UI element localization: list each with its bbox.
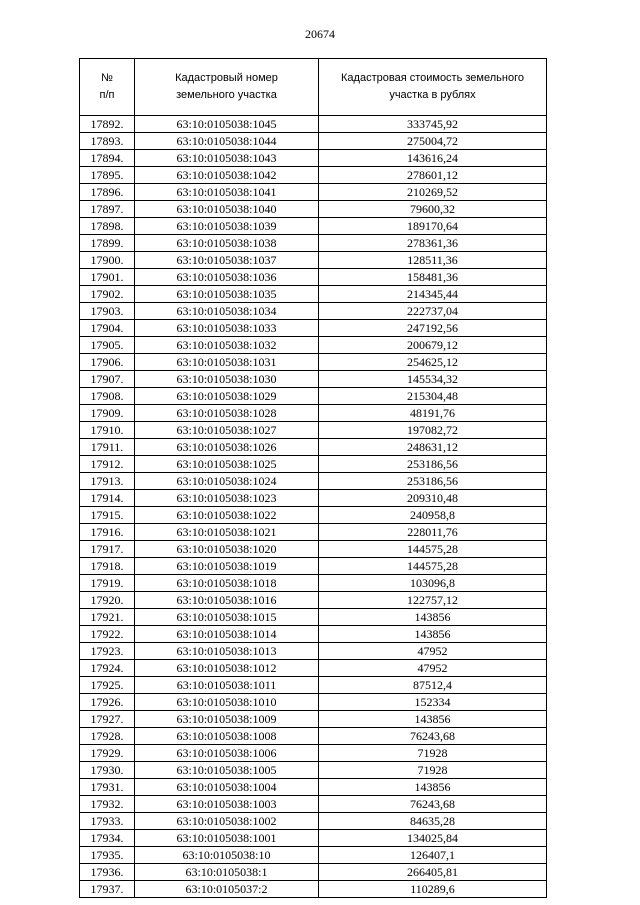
cadastral-number-cell: 63:10:0105038:1021 <box>135 524 319 541</box>
table-row <box>80 286 547 303</box>
cadastral-value-cell: 200679,12 <box>319 337 547 354</box>
table-row <box>80 813 547 830</box>
cadastral-number-cell: 63:10:0105038:1004 <box>135 779 319 796</box>
cadastral-value-cell: 47952 <box>319 660 547 677</box>
header-cadastral-value <box>319 59 547 116</box>
table-row <box>80 167 547 184</box>
table-row <box>80 184 547 201</box>
table-row <box>80 643 547 660</box>
cadastral-number-cell: 63:10:0105038:1025 <box>135 456 319 473</box>
row-number-cell: 17934. <box>80 830 135 847</box>
cadastral-number-cell: 63:10:0105038:1012 <box>135 660 319 677</box>
cadastral-number-cell: 63:10:0105038:1035 <box>135 286 319 303</box>
cadastral-number-cell: 63:10:0105038:1043 <box>135 150 319 167</box>
table-body <box>80 116 547 898</box>
row-number-cell: 17925. <box>80 677 135 694</box>
cadastral-number-cell: 63:10:0105038:1032 <box>135 337 319 354</box>
table-row <box>80 337 547 354</box>
cadastral-value-cell: 253186,56 <box>319 473 547 490</box>
row-number-cell: 17910. <box>80 422 135 439</box>
header-cadastral-number-line-1: Кадастровый номер <box>175 72 278 84</box>
cadastral-value-cell: 247192,56 <box>319 320 547 337</box>
cadastral-number-cell: 63:10:0105038:1003 <box>135 796 319 813</box>
cadastral-value-cell: 79600,32 <box>319 201 547 218</box>
row-number-cell: 17900. <box>80 252 135 269</box>
table-row <box>80 235 547 252</box>
cadastral-value-cell: 275004,72 <box>319 133 547 150</box>
table-row <box>80 218 547 235</box>
header-num <box>80 59 135 116</box>
cadastral-value-cell: 143856 <box>319 609 547 626</box>
row-number-cell: 17898. <box>80 218 135 235</box>
cadastral-number-cell: 63:10:0105038:1042 <box>135 167 319 184</box>
table-row <box>80 456 547 473</box>
row-number-cell: 17924. <box>80 660 135 677</box>
table-row <box>80 881 547 898</box>
cadastral-value-cell: 128511,36 <box>319 252 547 269</box>
row-number-cell: 17921. <box>80 609 135 626</box>
table-row <box>80 864 547 881</box>
cadastral-value-cell: 122757,12 <box>319 592 547 609</box>
table-row <box>80 490 547 507</box>
row-number-cell: 17903. <box>80 303 135 320</box>
table-row <box>80 728 547 745</box>
table-row <box>80 609 547 626</box>
cadastral-number-cell: 63:10:0105038:1045 <box>135 116 319 133</box>
row-number-cell: 17914. <box>80 490 135 507</box>
cadastral-number-cell: 63:10:0105038:1020 <box>135 541 319 558</box>
cadastral-value-cell: 47952 <box>319 643 547 660</box>
cadastral-value-cell: 228011,76 <box>319 524 547 541</box>
table-row <box>80 422 547 439</box>
table-row <box>80 762 547 779</box>
cadastral-value-cell: 214345,44 <box>319 286 547 303</box>
row-number-cell: 17927. <box>80 711 135 728</box>
row-number-cell: 17904. <box>80 320 135 337</box>
cadastral-number-cell: 63:10:0105038:1023 <box>135 490 319 507</box>
cadastral-value-cell: 278601,12 <box>319 167 547 184</box>
cadastral-number-cell: 63:10:0105038:1030 <box>135 371 319 388</box>
table-row <box>80 779 547 796</box>
cadastral-number-cell: 63:10:0105038:1039 <box>135 218 319 235</box>
table-row <box>80 796 547 813</box>
cadastral-value-cell: 144575,28 <box>319 558 547 575</box>
cadastral-number-cell: 63:10:0105038:1029 <box>135 388 319 405</box>
row-number-cell: 17901. <box>80 269 135 286</box>
cadastral-number-cell: 63:10:0105038:1044 <box>135 133 319 150</box>
cadastral-number-cell: 63:10:0105038:1002 <box>135 813 319 830</box>
row-number-cell: 17926. <box>80 694 135 711</box>
table-row <box>80 303 547 320</box>
cadastral-number-cell: 63:10:0105038:1033 <box>135 320 319 337</box>
row-number-cell: 17918. <box>80 558 135 575</box>
cadastral-number-cell: 63:10:0105038:1008 <box>135 728 319 745</box>
cadastral-value-cell: 240958,8 <box>319 507 547 524</box>
row-number-cell: 17916. <box>80 524 135 541</box>
table-row <box>80 116 547 133</box>
cadastral-number-cell: 63:10:0105038:1006 <box>135 745 319 762</box>
row-number-cell: 17932. <box>80 796 135 813</box>
cadastral-value-cell: 110289,6 <box>319 881 547 898</box>
cadastral-number-cell: 63:10:0105038:1022 <box>135 507 319 524</box>
row-number-cell: 17919. <box>80 575 135 592</box>
row-number-cell: 17908. <box>80 388 135 405</box>
table-row <box>80 694 547 711</box>
row-number-cell: 17905. <box>80 337 135 354</box>
row-number-cell: 17920. <box>80 592 135 609</box>
table-header <box>80 59 547 116</box>
table-row <box>80 660 547 677</box>
cadastral-number-cell: 63:10:0105038:1028 <box>135 405 319 422</box>
row-number-cell: 17893. <box>80 133 135 150</box>
row-number-cell: 17892. <box>80 116 135 133</box>
cadastral-number-cell: 63:10:0105038:1037 <box>135 252 319 269</box>
table-row <box>80 575 547 592</box>
cadastral-value-cell: 48191,76 <box>319 405 547 422</box>
table-row <box>80 201 547 218</box>
table-row <box>80 677 547 694</box>
cadastral-number-cell: 63:10:0105038:1 <box>135 864 319 881</box>
table-row <box>80 150 547 167</box>
cadastral-number-cell: 63:10:0105038:1011 <box>135 677 319 694</box>
cadastral-number-cell: 63:10:0105038:1018 <box>135 575 319 592</box>
table-row <box>80 847 547 864</box>
row-number-cell: 17933. <box>80 813 135 830</box>
cadastral-value-cell: 84635,28 <box>319 813 547 830</box>
cadastral-number-cell: 63:10:0105038:1034 <box>135 303 319 320</box>
cadastral-value-cell: 145534,32 <box>319 371 547 388</box>
cadastral-number-cell: 63:10:0105037:2 <box>135 881 319 898</box>
page-number: 20674 <box>305 27 335 41</box>
cadastral-value-cell: 278361,36 <box>319 235 547 252</box>
table-row <box>80 269 547 286</box>
cadastral-value-cell: 76243,68 <box>319 728 547 745</box>
table-row <box>80 320 547 337</box>
cadastral-number-cell: 63:10:0105038:1001 <box>135 830 319 847</box>
cadastral-number-cell: 63:10:0105038:1041 <box>135 184 319 201</box>
cadastral-number-cell: 63:10:0105038:1015 <box>135 609 319 626</box>
cadastral-value-cell: 144575,28 <box>319 541 547 558</box>
header-cadastral-number <box>135 59 319 116</box>
cadastral-number-cell: 63:10:0105038:1009 <box>135 711 319 728</box>
cadastral-value-cell: 253186,56 <box>319 456 547 473</box>
cadastral-value-cell: 143856 <box>319 626 547 643</box>
row-number-cell: 17913. <box>80 473 135 490</box>
cadastral-value-cell: 248631,12 <box>319 439 547 456</box>
table-row <box>80 439 547 456</box>
table-row <box>80 388 547 405</box>
table-row <box>80 507 547 524</box>
table-row <box>80 473 547 490</box>
cadastral-value-cell: 215304,48 <box>319 388 547 405</box>
table-row <box>80 405 547 422</box>
row-number-cell: 17899. <box>80 235 135 252</box>
row-number-cell: 17936. <box>80 864 135 881</box>
cadastral-value-cell: 71928 <box>319 745 547 762</box>
cadastral-value-cell: 71928 <box>319 762 547 779</box>
cadastral-value-cell: 87512,4 <box>319 677 547 694</box>
header-num-line-2: п/п <box>99 89 115 101</box>
cadastral-number-cell: 63:10:0105038:1036 <box>135 269 319 286</box>
cadastral-value-cell: 152334 <box>319 694 547 711</box>
cadastral-number-cell: 63:10:0105038:1014 <box>135 626 319 643</box>
cadastral-number-cell: 63:10:0105038:1013 <box>135 643 319 660</box>
cadastral-number-cell: 63:10:0105038:1016 <box>135 592 319 609</box>
row-number-cell: 17930. <box>80 762 135 779</box>
row-number-cell: 17935. <box>80 847 135 864</box>
cadastral-value-cell: 254625,12 <box>319 354 547 371</box>
cadastral-value-table <box>79 58 547 898</box>
table-row <box>80 626 547 643</box>
cadastral-value-cell: 143856 <box>319 711 547 728</box>
row-number-cell: 17917. <box>80 541 135 558</box>
cadastral-number-cell: 63:10:0105038:1040 <box>135 201 319 218</box>
cadastral-value-cell: 76243,68 <box>319 796 547 813</box>
header-cadastral-value-line-1: Кадастровая стоимость земельного <box>341 72 524 84</box>
table-row <box>80 524 547 541</box>
table-row <box>80 745 547 762</box>
cadastral-value-cell: 103096,8 <box>319 575 547 592</box>
cadastral-number-cell: 63:10:0105038:1019 <box>135 558 319 575</box>
table-row <box>80 133 547 150</box>
row-number-cell: 17902. <box>80 286 135 303</box>
cadastral-value-cell: 143616,24 <box>319 150 547 167</box>
table-row <box>80 830 547 847</box>
row-number-cell: 17912. <box>80 456 135 473</box>
cadastral-value-cell: 134025,84 <box>319 830 547 847</box>
cadastral-value-cell: 197082,72 <box>319 422 547 439</box>
cadastral-value-cell: 210269,52 <box>319 184 547 201</box>
table-row <box>80 371 547 388</box>
cadastral-number-cell: 63:10:0105038:1027 <box>135 422 319 439</box>
header-cadastral-number-line-2: земельного участка <box>176 89 277 101</box>
row-number-cell: 17931. <box>80 779 135 796</box>
cadastral-value-cell: 158481,36 <box>319 269 547 286</box>
row-number-cell: 17923. <box>80 643 135 660</box>
row-number-cell: 17937. <box>80 881 135 898</box>
cadastral-number-cell: 63:10:0105038:1010 <box>135 694 319 711</box>
table-row <box>80 252 547 269</box>
table-row <box>80 711 547 728</box>
row-number-cell: 17897. <box>80 201 135 218</box>
cadastral-number-cell: 63:10:0105038:1026 <box>135 439 319 456</box>
row-number-cell: 17906. <box>80 354 135 371</box>
table-row <box>80 354 547 371</box>
cadastral-number-cell: 63:10:0105038:1005 <box>135 762 319 779</box>
cadastral-number-cell: 63:10:0105038:10 <box>135 847 319 864</box>
cadastral-value-cell: 222737,04 <box>319 303 547 320</box>
row-number-cell: 17896. <box>80 184 135 201</box>
row-number-cell: 17907. <box>80 371 135 388</box>
cadastral-value-cell: 126407,1 <box>319 847 547 864</box>
cadastral-value-cell: 333745,92 <box>319 116 547 133</box>
header-row <box>80 59 547 116</box>
row-number-cell: 17909. <box>80 405 135 422</box>
cadastral-number-cell: 63:10:0105038:1038 <box>135 235 319 252</box>
cadastral-value-cell: 266405,81 <box>319 864 547 881</box>
row-number-cell: 17928. <box>80 728 135 745</box>
row-number-cell: 17895. <box>80 167 135 184</box>
cadastral-number-cell: 63:10:0105038:1024 <box>135 473 319 490</box>
cadastral-number-cell: 63:10:0105038:1031 <box>135 354 319 371</box>
table-row <box>80 541 547 558</box>
cadastral-value-cell: 209310,48 <box>319 490 547 507</box>
row-number-cell: 17922. <box>80 626 135 643</box>
row-number-cell: 17911. <box>80 439 135 456</box>
row-number-cell: 17894. <box>80 150 135 167</box>
header-cadastral-value-line-2: участка в рублях <box>389 89 476 101</box>
header-num-line-1: № <box>101 72 113 84</box>
row-number-cell: 17929. <box>80 745 135 762</box>
row-number-cell: 17915. <box>80 507 135 524</box>
table-row <box>80 558 547 575</box>
cadastral-value-cell: 189170,64 <box>319 218 547 235</box>
cadastral-value-cell: 143856 <box>319 779 547 796</box>
table-row <box>80 592 547 609</box>
